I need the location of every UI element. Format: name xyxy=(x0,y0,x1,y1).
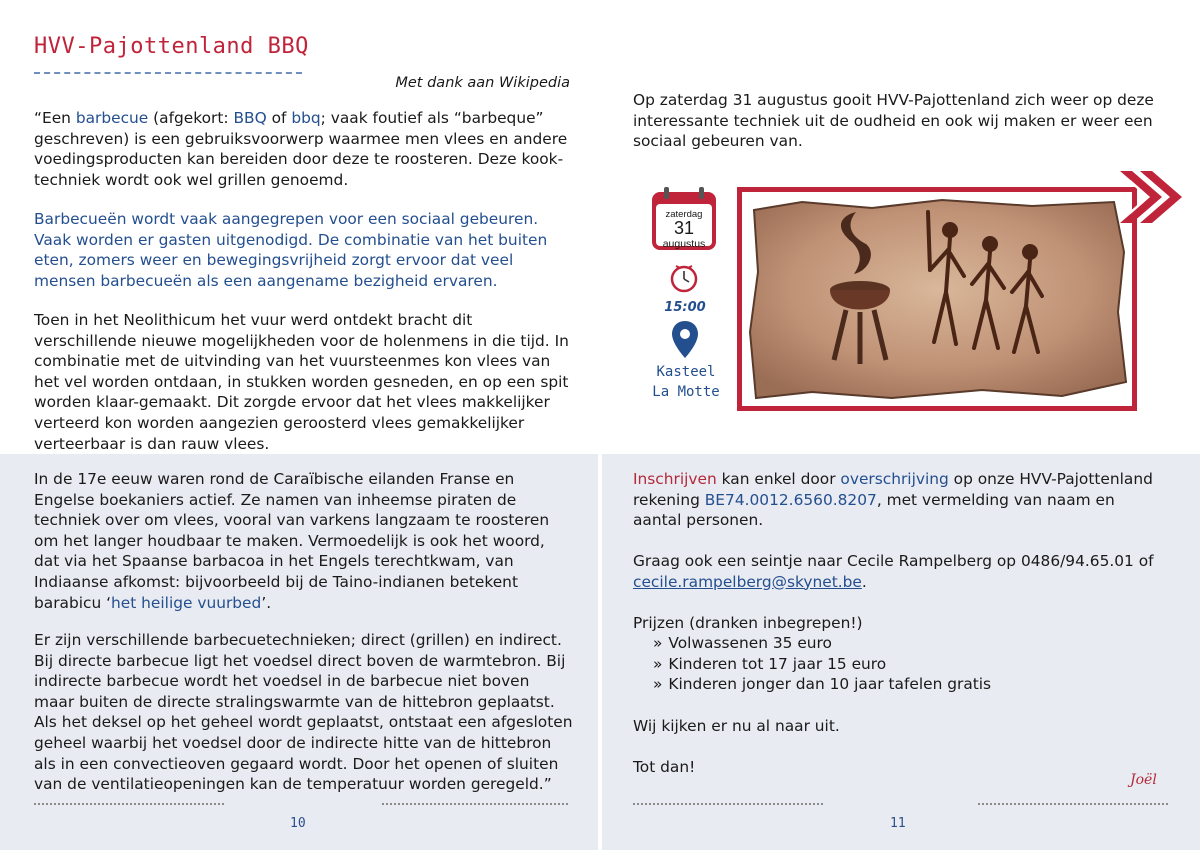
price-item: Kinderen jonger dan 10 jaar tafelen gratis xyxy=(668,675,992,694)
calendar-weekday: zaterdag xyxy=(665,209,703,220)
list-item xyxy=(633,633,1163,654)
location-pin-icon xyxy=(671,320,699,360)
paragraph-registration xyxy=(633,469,1163,531)
text-span: In de 17e eeuw waren rond de Caraïbische eilanden Franse en Engelse boekaniers actief. Ze namen van inheemse piraten de techniek over om vlees, vooral van varkens langzaam te roosteren om het langer houdbaar te maken. Vermoedelijk is ook het woord, dat via het Spaanse barbacoa in het Engels terechtkwam, van Indiaanse afkomst: bijvoorbeeld bij de Taino-indianen betekent barabicu ‘ xyxy=(34,470,550,612)
footer-dotted-line xyxy=(34,803,224,805)
link-bbq-lower[interactable]: bbq xyxy=(291,109,321,127)
footer-dotted-line xyxy=(633,803,823,805)
closing-line-1: Wij kijken er nu al naar uit. xyxy=(633,717,840,735)
venue-line-2: La Motte xyxy=(652,384,720,400)
source-credit: Met dank aan Wikipedia xyxy=(395,75,570,91)
text-span: op onze HVV-Pajottenland rekening xyxy=(633,470,1153,509)
price-item: Volwassenen 35 euro xyxy=(668,634,832,652)
clock-icon xyxy=(669,263,699,293)
bullet: » xyxy=(653,634,663,652)
list-item xyxy=(633,674,1163,695)
link-barbecue[interactable]: barbecue xyxy=(75,109,149,127)
paragraph-event-intro: Op zaterdag 31 augustus gooit HVV-Pajottenland zich weer op deze interessante techniek uit de oudheid en ook wij maken er weer een sociaal gebeuren van. xyxy=(633,91,1154,151)
word-transfer: overschrijving xyxy=(840,470,949,488)
bullet: » xyxy=(653,675,663,694)
footer-dotted-line xyxy=(382,803,568,805)
paragraph-contact xyxy=(633,551,1163,592)
image-frame xyxy=(737,187,1137,411)
page-number-right: 11 xyxy=(890,816,906,831)
link-bbq-upper[interactable]: BBQ xyxy=(233,109,267,127)
event-venue xyxy=(630,362,742,402)
text-span: . xyxy=(861,572,867,591)
paragraph-intro xyxy=(34,108,574,190)
title-dashed-underline xyxy=(34,72,302,74)
page-title: HVV-Pajottenland BBQ xyxy=(34,34,309,59)
paragraph-techniques: Er zijn verschillende barbecuetechnieken; direct (grillen) en indirect. Bij directe barbecue ligt het voedsel direct boven de warmtebron. Bij indirecte barbecue wordt het voedsel in de barbecue niet boven maar buiten de directe stralingswarmte van de hittebron geplaatst. Als het deksel op het geheel wordt geplaatst, ontstaat een afgesloten geheel waarbij het voedsel door de indirecte hitte van de hittebron als in een convectieoven gegaard wordt. Door het openen of sluiten van de ventilatieopeningen kan de temperatuur worden geregeld.” xyxy=(34,631,573,794)
paragraph-neolithic: Toen in het Neolithicum het vuur werd ontdekt bracht dit verschillende nieuwe mogelijkheden voor de holenmens in die tijd. In combinatie met de uitvinding van het vuursteenmes kon vlees van het vel worden ontdaan, in stukken worden gesneden, en op een spit worden klaar-gemaakt. Dit zorgde ervoor dat het vlees makkelijker verteerd kon worden aangezien geroosterd vlees gemakkelijker verteerbaar is dan rauw vlees. xyxy=(34,311,569,453)
calendar-day: 31 xyxy=(673,218,695,238)
price-item: Kinderen tot 17 jaar 15 euro xyxy=(668,654,887,673)
prices-heading: Prijzen (dranken inbegrepen!) xyxy=(633,614,863,632)
footer-dotted-line xyxy=(978,803,1168,805)
closing-line-2: Tot dan! xyxy=(633,758,696,776)
bank-account-number: BE74.0012.6560.8207 xyxy=(704,490,877,509)
bullet: » xyxy=(653,654,663,673)
text-span: “Een xyxy=(34,109,76,127)
link-heilige-vuurbed[interactable]: het heilige vuurbed xyxy=(111,593,262,612)
list-item xyxy=(633,654,1163,675)
email-link[interactable]: cecile.rampelberg@skynet.be xyxy=(633,572,862,591)
text-span: ; vaak foutief als “barbeque” geschreven) is een gebruiksvoorwerp waarmee men vlees en andere voedingsproducten kan bereiden door deze te roosteren. Deze kook-techniek wordt ook wel grillen genoemd. xyxy=(34,109,568,189)
text-span: kan enkel door xyxy=(716,470,841,488)
text-span: ’. xyxy=(261,593,272,612)
double-chevron-right-icon xyxy=(1116,167,1186,227)
text-span: of xyxy=(266,109,292,127)
page-divider xyxy=(598,0,602,850)
text-span: , met vermelding van naam en aantal personen. xyxy=(633,490,1115,530)
text-span: (afgekort: xyxy=(148,109,234,127)
text-span: Graag ook een seintje naar Cecile Rampelberg op 0486/94.65.01 of xyxy=(633,552,1154,570)
calendar-month: augustus xyxy=(662,238,706,250)
venue-line-1: Kasteel xyxy=(656,364,716,380)
word-register: Inschrijven xyxy=(633,470,717,488)
prices-list xyxy=(633,633,1163,695)
cave-painting-image xyxy=(742,192,1132,406)
paragraph-social: Barbecueën wordt vaak aangegrepen voor een sociaal gebeuren. Vaak worden er gasten uitgenodigd. De combinatie van het buiten eten, zomers weer en bewegingsvrijheid zorgt ervoor dat veel mensen barbecueën als een aangename bezigheid ervaren. xyxy=(34,210,548,290)
event-time: 15:00 xyxy=(664,300,706,315)
page-number-left: 10 xyxy=(290,816,306,831)
paragraph-history xyxy=(34,469,574,613)
signature: Joël xyxy=(1130,772,1157,788)
